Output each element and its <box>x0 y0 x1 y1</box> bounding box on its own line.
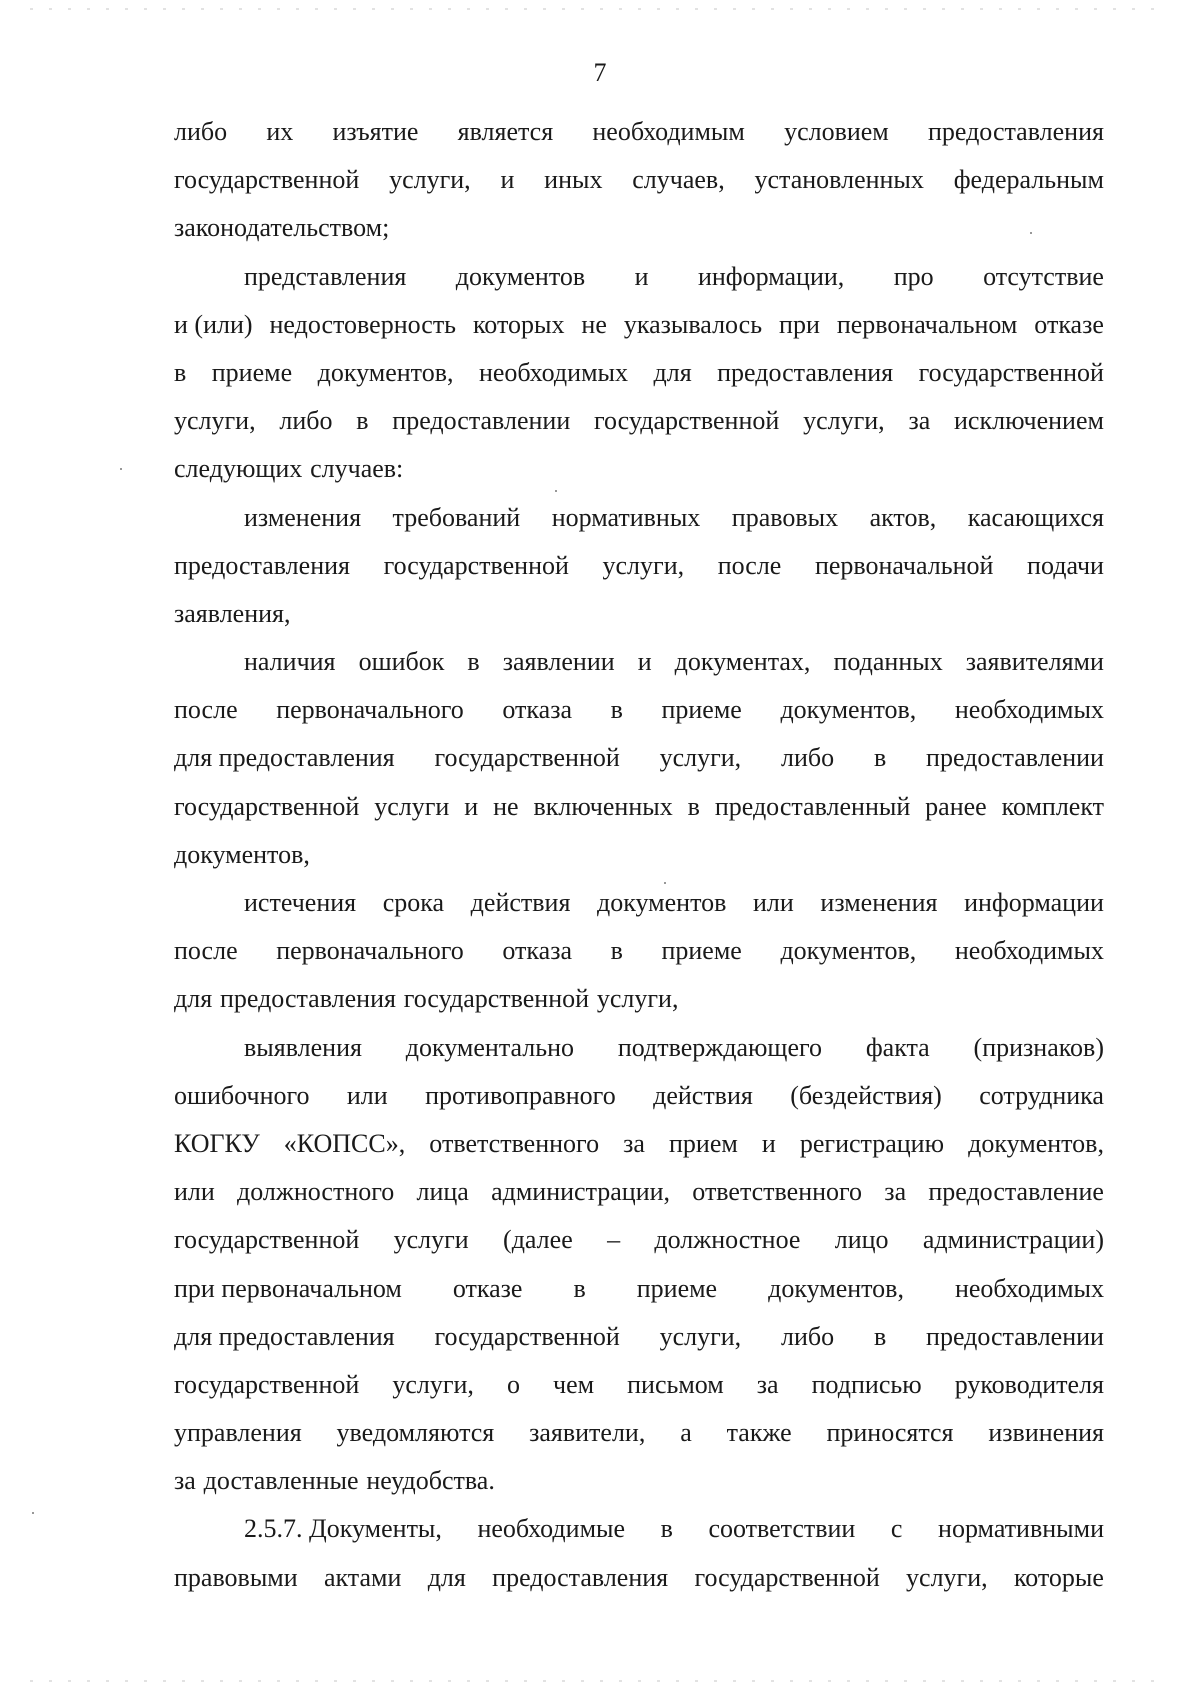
word: после <box>174 936 238 966</box>
word: информации, <box>697 261 845 291</box>
word: прием <box>669 1128 738 1158</box>
word: «КОПСС», <box>283 1128 406 1158</box>
word: либо <box>174 117 228 146</box>
word: необходимых <box>954 695 1104 725</box>
word: иных <box>544 165 603 195</box>
word: документов, <box>768 1273 904 1303</box>
word: установленных <box>754 165 924 195</box>
word: информации <box>964 888 1104 917</box>
scan-artifact-bottom <box>30 1680 1170 1682</box>
scan-speck <box>1030 232 1032 234</box>
word: приносятся <box>826 1418 954 1448</box>
word: срока <box>382 888 445 917</box>
text-line <box>174 204 1104 252</box>
word: является <box>457 117 554 146</box>
text-line <box>174 445 1104 493</box>
text-line <box>174 301 1104 349</box>
word: либо <box>781 1321 835 1351</box>
word: в <box>573 1273 586 1303</box>
word: исключением <box>954 406 1104 436</box>
text-line <box>174 156 1104 204</box>
word: а <box>680 1418 692 1448</box>
word: документах, <box>674 647 811 677</box>
word: федеральным <box>953 165 1104 195</box>
word: неудобства. <box>366 1466 495 1496</box>
word: письмом <box>627 1369 724 1399</box>
word: предоставления <box>717 357 894 387</box>
text-line <box>174 1313 1104 1361</box>
word: услуги, <box>659 743 742 773</box>
word: в <box>873 1321 887 1351</box>
word: документов, <box>317 357 454 387</box>
word: услуги <box>393 1225 469 1255</box>
word: комплект <box>1001 791 1104 821</box>
word: про <box>893 261 934 291</box>
word: в <box>174 357 187 387</box>
word: предоставлении <box>926 1321 1104 1351</box>
text-line <box>174 1554 1104 1602</box>
word: факта <box>865 1032 930 1062</box>
word: лица <box>416 1177 469 1207</box>
word: предоставлении <box>926 743 1104 773</box>
word: следующих <box>174 454 303 484</box>
word: ошибочного <box>174 1080 310 1110</box>
word: их <box>266 117 294 146</box>
word: подтверждающего <box>617 1032 822 1062</box>
word: истечения <box>244 888 357 917</box>
word: приеме <box>661 695 742 725</box>
word: отсутствие <box>983 261 1104 291</box>
word: услуги, <box>659 1321 742 1351</box>
word: КОГКУ <box>174 1128 260 1158</box>
word: в <box>467 647 480 677</box>
scan-speck <box>32 1512 34 1514</box>
word: отказе <box>1034 309 1104 339</box>
word: первоначального <box>276 695 464 725</box>
word: услуги, <box>389 165 471 195</box>
word: актов, <box>869 502 937 532</box>
word: 2.5.7. Документы, <box>244 1514 442 1544</box>
text-line <box>174 108 1104 156</box>
word: в <box>610 936 623 966</box>
word: предоставления <box>219 984 396 1014</box>
word: отказе <box>452 1273 523 1303</box>
word: документов <box>455 261 586 291</box>
word: выявления <box>244 1032 362 1062</box>
word: не <box>581 309 607 339</box>
word: за <box>908 406 931 436</box>
word: необходимых <box>954 1273 1104 1303</box>
word: или <box>346 1080 388 1110</box>
word: необходимые <box>477 1514 626 1544</box>
word: государственной <box>434 743 620 773</box>
word: государственной <box>174 791 360 821</box>
text-line <box>174 831 1104 879</box>
word: и <box>634 261 649 291</box>
word: документов, <box>780 936 917 966</box>
scan-speck <box>555 490 557 492</box>
word: руководителя <box>954 1369 1104 1399</box>
word: с <box>890 1514 903 1544</box>
word: правовыми <box>174 1562 298 1592</box>
word: необходимым <box>592 117 745 146</box>
word: соответствии <box>708 1514 856 1544</box>
word: условием <box>784 117 889 146</box>
word: (признаков) <box>973 1032 1104 1062</box>
word: необходимых <box>478 357 628 387</box>
word: государственной <box>174 1369 360 1399</box>
word: предоставлении <box>392 406 571 436</box>
word: должностное <box>654 1225 801 1255</box>
word: в <box>610 695 623 725</box>
word: представления <box>244 261 407 291</box>
word: законодательством; <box>174 213 390 243</box>
word: администрации, <box>491 1177 671 1207</box>
word: недостоверность <box>269 309 457 339</box>
body-text <box>174 108 1104 1602</box>
word: для предоставления <box>174 1321 395 1351</box>
word: уведомляются <box>336 1418 495 1448</box>
word: – <box>607 1225 621 1255</box>
word: действия <box>470 888 571 917</box>
word: заявителями <box>965 647 1104 677</box>
text-line <box>174 686 1104 734</box>
text-line <box>174 783 1104 831</box>
word: при первоначальном <box>174 1273 402 1303</box>
word: действия <box>653 1080 753 1110</box>
word: включенных <box>533 791 673 821</box>
text-line <box>174 397 1104 445</box>
word: либо <box>781 743 835 773</box>
word: первоначальной <box>814 550 994 580</box>
word: или <box>752 888 794 917</box>
word: первоначального <box>276 936 464 966</box>
paragraph-first-line <box>174 638 1104 686</box>
word: сотрудника <box>979 1080 1104 1110</box>
text-line <box>174 349 1104 397</box>
paragraph-first-line <box>174 1505 1104 1553</box>
word: либо <box>279 406 333 436</box>
word: предоставленный <box>714 791 911 821</box>
word: указывалось <box>623 309 763 339</box>
word: чем <box>553 1369 595 1399</box>
word: государственной <box>918 357 1104 387</box>
word: нормативных <box>551 502 701 532</box>
word: отказа <box>502 695 572 725</box>
word: за <box>174 1466 196 1496</box>
text-line <box>174 1361 1104 1409</box>
text-line <box>174 590 1104 638</box>
word: за <box>623 1128 645 1158</box>
text-line <box>174 1072 1104 1120</box>
word: изъятие <box>332 117 419 146</box>
word: должностного <box>237 1177 395 1207</box>
word: и <box>761 1128 776 1158</box>
page-number: 7 <box>593 58 607 87</box>
word: управления <box>174 1418 302 1448</box>
word: после <box>174 695 238 725</box>
word: в <box>660 1514 673 1544</box>
word: случаев: <box>310 454 404 484</box>
word: которые <box>1013 1562 1104 1592</box>
text-line <box>174 542 1104 590</box>
word: ответственного <box>429 1128 600 1158</box>
word: государственной <box>174 1225 360 1255</box>
text-line <box>174 927 1104 975</box>
text-line <box>174 1265 1104 1313</box>
word: услуги, <box>392 1369 474 1399</box>
word: ошибок <box>358 647 445 677</box>
word: изменения <box>820 888 938 917</box>
word: предоставление <box>928 1177 1104 1207</box>
word: также <box>726 1418 792 1448</box>
word: после <box>717 550 782 580</box>
text-line <box>174 734 1104 782</box>
word: изменения <box>244 502 362 532</box>
text-line <box>174 1120 1104 1168</box>
word: нормативными <box>938 1514 1104 1544</box>
word: отказа <box>502 936 572 966</box>
word: противоправного <box>425 1080 616 1110</box>
word: для <box>427 1562 466 1592</box>
word: государственной <box>403 984 590 1014</box>
word: требований <box>392 502 521 532</box>
word: предоставления <box>174 550 350 580</box>
word: заявлении <box>502 647 615 677</box>
word: не <box>493 791 519 821</box>
word: регистрацию <box>799 1128 945 1158</box>
word: государственной <box>174 165 360 195</box>
word: и <box>500 165 515 195</box>
word: и (или) <box>174 309 253 339</box>
word: в <box>687 791 700 821</box>
word: услуги, <box>803 406 885 436</box>
paragraph-first-line <box>174 253 1104 301</box>
word: для <box>174 984 213 1014</box>
word: государственной <box>694 1562 880 1592</box>
word: лицо <box>834 1225 889 1255</box>
text-line <box>174 1409 1104 1457</box>
word: в <box>356 406 369 436</box>
word: которых <box>473 309 565 339</box>
word: приеме <box>661 936 742 966</box>
paragraph-first-line <box>174 879 1104 927</box>
word: подписью <box>811 1369 922 1399</box>
text-line <box>174 1168 1104 1216</box>
text-line <box>174 1216 1104 1264</box>
word: о <box>506 1369 520 1399</box>
word: (бездействия) <box>790 1080 942 1110</box>
word: услуги, <box>174 406 256 436</box>
word: первоначальном <box>836 309 1018 339</box>
word: заявители, <box>529 1418 646 1448</box>
word: случаев, <box>632 165 725 195</box>
word: государственной <box>594 406 780 436</box>
word: администрации) <box>922 1225 1104 1255</box>
word: для предоставления <box>174 743 395 773</box>
scan-speck <box>664 882 666 884</box>
word: поданных <box>833 647 943 677</box>
word: ранее <box>925 791 987 821</box>
word: в <box>873 743 887 773</box>
paragraph-first-line <box>174 494 1104 542</box>
word: приеме <box>211 357 293 387</box>
word: извинения <box>988 1418 1104 1448</box>
word: услуги, <box>602 550 685 580</box>
scan-speck <box>120 468 122 470</box>
word: необходимых <box>954 936 1104 966</box>
word: документально <box>405 1032 575 1062</box>
word: предоставления <box>927 117 1104 146</box>
word: заявления, <box>174 598 291 628</box>
text-line <box>174 975 1104 1023</box>
word: ответственного <box>692 1177 863 1207</box>
word: документов, <box>780 695 917 725</box>
word: (далее <box>503 1225 573 1255</box>
word: государственной <box>383 550 569 580</box>
word: и <box>464 791 479 821</box>
word: за <box>884 1177 907 1207</box>
word: при <box>779 309 820 339</box>
word: или <box>174 1177 215 1207</box>
word: доставленные <box>203 1466 359 1496</box>
word: касающихся <box>967 502 1104 532</box>
word: документов, <box>968 1128 1104 1158</box>
word: государственной <box>434 1321 620 1351</box>
word: документов <box>597 888 727 917</box>
word: предоставления <box>492 1562 669 1592</box>
word: подачи <box>1027 550 1104 580</box>
word: услуги <box>374 791 450 821</box>
word: услуги, <box>906 1562 988 1592</box>
word: документов, <box>174 839 310 869</box>
scan-artifact-top <box>30 8 1170 10</box>
word: приеме <box>636 1273 718 1303</box>
word: актами <box>323 1562 402 1592</box>
word: наличия <box>244 647 336 677</box>
paragraph-first-line <box>174 1024 1104 1072</box>
word: за <box>756 1369 779 1399</box>
word: услуги, <box>596 984 679 1014</box>
word: и <box>637 647 652 677</box>
word: для <box>653 357 692 387</box>
word: правовых <box>731 502 839 532</box>
text-line <box>174 1457 1104 1505</box>
